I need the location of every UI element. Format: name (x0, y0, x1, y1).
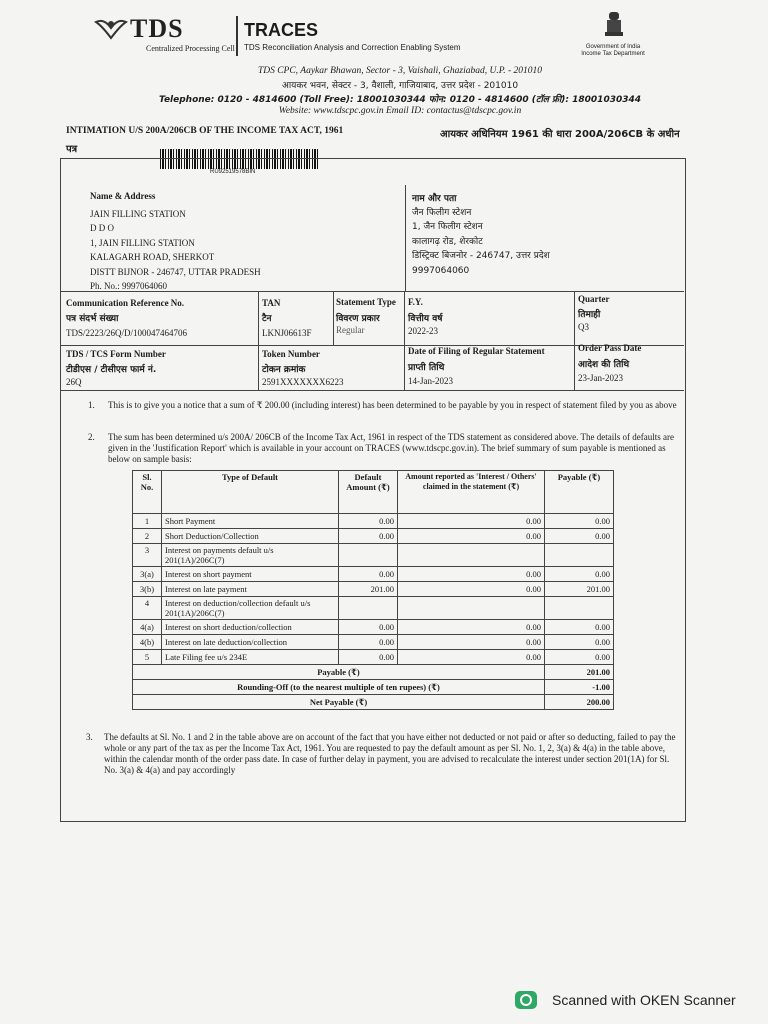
oken-scanner-icon (514, 990, 538, 1010)
table-row (133, 567, 614, 582)
address-line: 9997064060 (412, 265, 470, 276)
payable-value: 201.00 (545, 665, 614, 680)
para-2-number: 2. (88, 432, 95, 442)
order-date-label-hindi: आदेश की तिथि (578, 360, 630, 370)
address-line: KALAGARH ROAD, SHERKOT (90, 252, 215, 263)
net-payable-row (133, 695, 614, 710)
tan-value: LKNJ06613F (262, 328, 312, 338)
cell-default: 0.00 (339, 650, 398, 665)
defaults-table (132, 470, 614, 710)
grid-line (60, 390, 684, 391)
form-label-hindi: टीडीएस / टीसीएस फार्म नं. (66, 365, 157, 375)
address-line: 1, JAIN FILLING STATION (90, 237, 195, 248)
para-1-number: 1. (88, 400, 95, 410)
comm-ref-value: TDS/2223/26Q/D/100047464706 (66, 328, 188, 338)
quarter-label: Quarter (578, 294, 610, 304)
cell-sl: 3(b) (133, 582, 162, 597)
cell-payable: 0.00 (545, 620, 614, 635)
address-line: DISTT BIJNOR - 246747, UTTAR PRADESH (90, 266, 261, 277)
rounding-row (133, 680, 614, 695)
quarter-value: Q3 (578, 322, 589, 332)
cell-reported: 0.00 (398, 514, 545, 529)
header-divider (236, 16, 238, 56)
net-payable-label: Net Payable (₹) (133, 695, 545, 710)
form-label: TDS / TCS Form Number (66, 349, 166, 359)
header-sl: Sl. No. (133, 471, 162, 514)
cell-sl: 5 (133, 650, 162, 665)
table-header-row (133, 471, 614, 514)
barcode-number: RU92519578BIN (210, 169, 256, 175)
address-line: D D O (90, 223, 114, 234)
tds-logo-icon (94, 18, 128, 40)
payable-label: Payable (₹) (133, 665, 545, 680)
address-hindi: आयकर भवन, सेक्टर - 3, वैशाली, गाजियाबाद, उत्तर प्रदेश - 201010 (281, 81, 519, 91)
tan-label-hindi: टैन (262, 314, 272, 324)
tan-label: TAN (262, 298, 281, 308)
gov-label (578, 44, 648, 58)
traces-title: TRACES (244, 20, 319, 40)
address-lines-hi (412, 206, 550, 278)
address-lines-en (90, 207, 261, 293)
header-payable: Payable (₹) (545, 471, 614, 514)
address-line: JAIN FILLING STATION (90, 209, 186, 219)
cell-reported: 0.00 (398, 529, 545, 544)
address-line: डिस्ट्रिक्ट बिजनोर - 246747, उत्तर प्रदेश (412, 251, 550, 262)
cell-payable: 0.00 (545, 514, 614, 529)
cell-sl: 1 (133, 514, 162, 529)
form-value: 26Q (66, 377, 82, 387)
intimation-title: INTIMATION U/S 200A/206CB OF THE INCOME TAX ACT, 1961 (66, 126, 344, 136)
stmt-type-value: Regular (336, 325, 365, 335)
address-line: जैन फिलीग स्टेशन (412, 208, 472, 218)
grid-line (258, 291, 259, 390)
comm-ref-label-hindi: पत्र संदर्भ संख्या (66, 314, 119, 324)
header-type: Type of Default (162, 471, 339, 514)
cell-type: Interest on late deduction/collection (162, 635, 339, 650)
para-1: This is to give you a notice that a sum of ₹ 200.00 (including interest) has been determined to be payable by you in respect of statement filed by you as above (108, 400, 677, 410)
cell-payable: 0.00 (545, 529, 614, 544)
gov-line-2: Income Tax Department (581, 51, 645, 57)
token-value: 2591XXXXXXX6223 (262, 377, 344, 387)
address-english: TDS CPC, Aaykar Bhawan, Sector - 3, Vaishali, Ghaziabad, U.P. - 201010 (257, 66, 543, 76)
cell-sl: 3(a) (133, 567, 162, 582)
intimation-title-hindi: आयकर अधिनियम 1961 की धारा 200A/206CB के अधीन (440, 129, 680, 140)
cell-default: 0.00 (339, 514, 398, 529)
patra-label: पत्र (66, 144, 78, 155)
cell-sl: 3 (133, 544, 162, 567)
website-line: Website: www.tdscpc.gov.in Email ID: contactus@tdscpc.gov.in (278, 106, 522, 116)
cell-type: Short Payment (162, 514, 339, 529)
grid-line (60, 291, 684, 292)
name-address-label-hindi: नाम और पता (412, 194, 457, 204)
net-payable-value: 200.00 (545, 695, 614, 710)
cell-default: 0.00 (339, 567, 398, 582)
table-row (133, 597, 614, 620)
filing-date-value: 14-Jan-2023 (408, 376, 453, 386)
para-3-number: 3. (86, 732, 93, 742)
cell-payable: 0.00 (545, 567, 614, 582)
table-row (133, 544, 614, 567)
payable-row (133, 665, 614, 680)
cell-reported (398, 597, 545, 620)
cell-default: 0.00 (339, 635, 398, 650)
cell-sl: 2 (133, 529, 162, 544)
cell-default: 0.00 (339, 529, 398, 544)
logo-text: TDS (130, 14, 184, 43)
fy-label-hindi: वित्तीय वर्ष (408, 314, 443, 324)
cell-type: Interest on short payment (162, 567, 339, 582)
cell-default: 201.00 (339, 582, 398, 597)
phone-line: Telephone: 0120 - 4814600 (Toll Free): 18001030344 फोन: 0120 - 4814600 (टॉल फ्री): 18001030344 (158, 95, 642, 105)
cell-reported (398, 544, 545, 567)
header-default: Default Amount (₹) (339, 471, 398, 514)
scanner-watermark: Scanned with OKEN Scanner (552, 992, 736, 1008)
token-label-hindi: टोकन क्रमांक (262, 365, 306, 375)
table-row (133, 514, 614, 529)
address-line: कालागढ़ रोड, शेरकोट (412, 236, 483, 247)
filing-date-label: Date of Filing of Regular Statement (408, 346, 545, 356)
cell-default: 0.00 (339, 620, 398, 635)
cell-sl: 4(b) (133, 635, 162, 650)
table-row (133, 529, 614, 544)
table-row (133, 582, 614, 597)
order-date-value: 23-Jan-2023 (578, 373, 623, 383)
comm-ref-label: Communication Reference No. (66, 298, 185, 308)
address-line: 1, जैन फिलीग स्टेशन (412, 222, 483, 233)
cell-type: Interest on deduction/collection default u/s 201(1A)/206C(7) (162, 597, 339, 620)
rounding-value: -1.00 (545, 680, 614, 695)
cell-payable: 0.00 (545, 635, 614, 650)
table-row (133, 650, 614, 665)
para-2: The sum has been determined u/s 200A/ 206CB of the Income Tax Act, 1961 in respect of the TDS statement as considered above. The details of defaults are given in the 'Justification Report' which is available in your account on TRACES (www.tdscpc.gov.in). The brief summary of sum payable is mentioned as below on sample basis: (108, 432, 674, 464)
header-reported: Amount reported as 'Interest / Others' claimed in the statement (₹) (398, 471, 545, 514)
stmt-type-label-hindi: विवरण प्रकार (336, 314, 380, 324)
traces-subtitle: TDS Reconciliation Analysis and Correction Enabling System (244, 43, 461, 52)
table-row (133, 620, 614, 635)
filing-date-label-hindi: प्राप्ती तिथि (408, 363, 445, 373)
cell-type: Interest on late payment (162, 582, 339, 597)
fy-label: F.Y. (408, 297, 423, 307)
cell-sl: 4(a) (133, 620, 162, 635)
name-address-label: Name & Address (90, 191, 156, 201)
grid-line (333, 291, 334, 345)
cell-sl: 4 (133, 597, 162, 620)
address-divider (405, 185, 406, 291)
address-line: Ph. No.: 9997064060 (90, 281, 168, 292)
grid-line (404, 291, 405, 390)
rounding-label: Rounding-Off (to the nearest multiple of ten rupees) (₹) (133, 680, 545, 695)
cell-reported: 0.00 (398, 620, 545, 635)
order-date-label: Order Pass Date (578, 343, 642, 353)
quarter-label-hindi: तिमाही (578, 310, 601, 320)
stmt-type-label: Statement Type (336, 297, 396, 307)
cell-payable (545, 597, 614, 620)
grid-line (574, 291, 575, 390)
cell-type: Late Filing fee u/s 234E (162, 650, 339, 665)
cell-payable: 0.00 (545, 650, 614, 665)
cell-type: Short Deduction/Collection (162, 529, 339, 544)
token-label: Token Number (262, 349, 320, 359)
logo-subtitle: Centralized Processing Cell (146, 44, 235, 53)
cell-reported: 0.00 (398, 567, 545, 582)
gov-line-1: Government of India (585, 44, 641, 50)
cell-type: Interest on short deduction/collection (162, 620, 339, 635)
cell-payable (545, 544, 614, 567)
cell-type: Interest on payments default u/s 201(1A)/206C(7) (162, 544, 339, 567)
cell-default (339, 597, 398, 620)
cell-default (339, 544, 398, 567)
cell-reported: 0.00 (398, 650, 545, 665)
cell-payable: 201.00 (545, 582, 614, 597)
cell-reported: 0.00 (398, 635, 545, 650)
emblem-icon (600, 10, 628, 40)
cell-reported: 0.00 (398, 582, 545, 597)
fy-value: 2022-23 (408, 326, 438, 336)
para-3: The defaults at Sl. No. 1 and 2 in the table above are on account of the fact that you have either not deducted or not paid or after so deducting, failed to pay the whole or any part of the tax as per the Income Tax Act, 1961. You are requested to pay the default amount as per Sl. No. 1, 2, 3(a) & 4(a) in the table above, within the calendar month of the order pass date. In case of further delay in payment, you are advised to recalculate the interest under section 201(1A) for Sl. No. 3(a) & 4(a) and pay accordingly (104, 732, 676, 775)
table-row (133, 635, 614, 650)
